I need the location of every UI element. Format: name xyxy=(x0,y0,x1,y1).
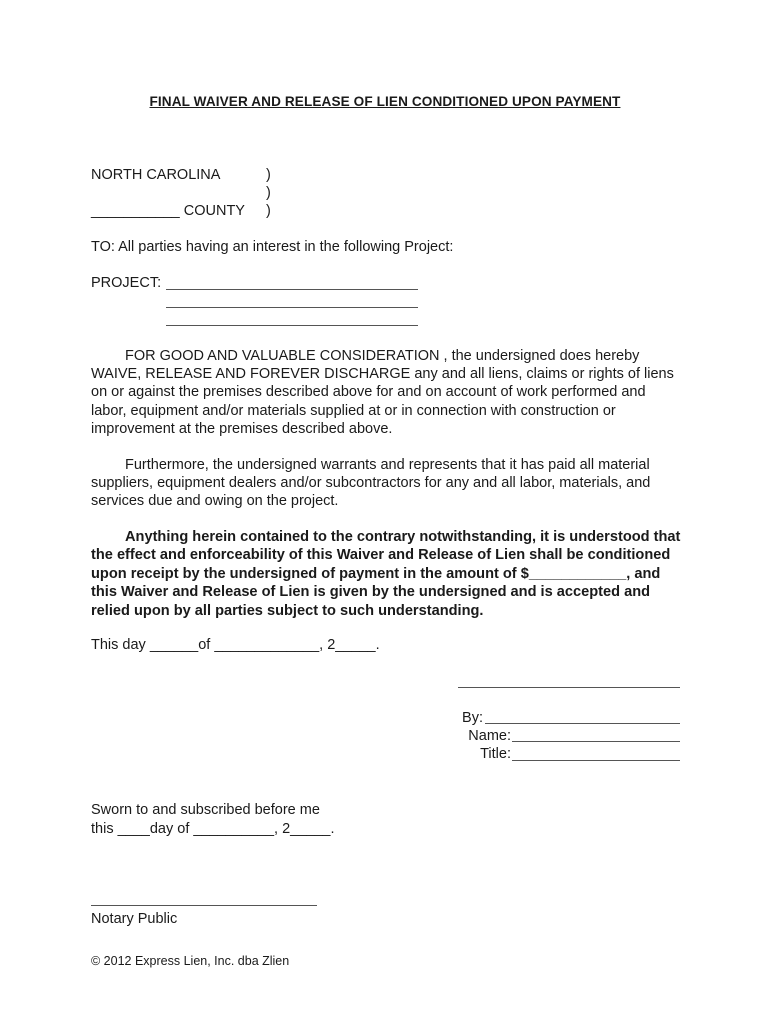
notary-signature-line xyxy=(91,905,317,906)
warranty-text: Furthermore, the undersigned warrants and represents that it has paid all material suppliers, equipment dealers and/or subcontractors for any and all labor, materials, and services due and owing on the project. xyxy=(91,457,651,510)
state-paren-2: ) xyxy=(266,185,271,201)
project-label: PROJECT: xyxy=(91,275,162,291)
name-label: Name: xyxy=(468,728,511,744)
project-line-1 xyxy=(166,289,418,290)
by-label: By: xyxy=(462,710,483,726)
sworn-line-2: this ____day of __________, 2_____. xyxy=(91,821,335,837)
name-line xyxy=(512,741,680,742)
warranty-paragraph xyxy=(91,456,681,511)
county-blank: ___________ xyxy=(91,203,180,219)
to-line: TO: All parties having an interest in the following Project: xyxy=(91,239,454,255)
condition-paragraph xyxy=(91,528,681,620)
consideration-text: FOR GOOD AND VALUABLE CONSIDERATION , the undersigned does hereby WAIVE, RELEASE AND FOREVER DISCHARGE any and all liens, claims or rights of liens on or against the premises described above for and on account of work performed and labor, equipment and/or materials supplied at or in connection with construction or improvement at the premises described above. xyxy=(91,348,674,437)
project-line-3 xyxy=(166,325,418,326)
condition-text: Anything herein contained to the contrary notwithstanding, it is understood that the effect and enforceability of this Waiver and Release of Lien shall be conditioned upon receipt by the undersigned of payment in the amount of $____________, and this Waiver and Release of Lien is given by the undersigned and is accepted and relied upon by all parties subject to such understanding. xyxy=(91,529,681,619)
state-paren-1: ) xyxy=(266,167,271,183)
by-line xyxy=(485,723,680,724)
county-line xyxy=(91,203,245,219)
county-label: COUNTY xyxy=(183,203,245,219)
consideration-paragraph xyxy=(91,347,681,438)
notary-label: Notary Public xyxy=(91,911,178,927)
project-line-2 xyxy=(166,307,418,308)
copyright-footer: © 2012 Express Lien, Inc. dba Zlien xyxy=(91,954,290,968)
document-title: FINAL WAIVER AND RELEASE OF LIEN CONDITIONED UPON PAYMENT xyxy=(149,94,621,109)
sworn-line-1: Sworn to and subscribed before me xyxy=(91,802,320,818)
title-line xyxy=(512,760,680,761)
title-label: Title: xyxy=(480,746,511,762)
signature-line xyxy=(458,687,680,688)
date-line: This day ______of _____________, 2_____. xyxy=(91,637,380,653)
state-paren-3: ) xyxy=(266,203,271,219)
state-name: NORTH CAROLINA xyxy=(91,167,221,183)
